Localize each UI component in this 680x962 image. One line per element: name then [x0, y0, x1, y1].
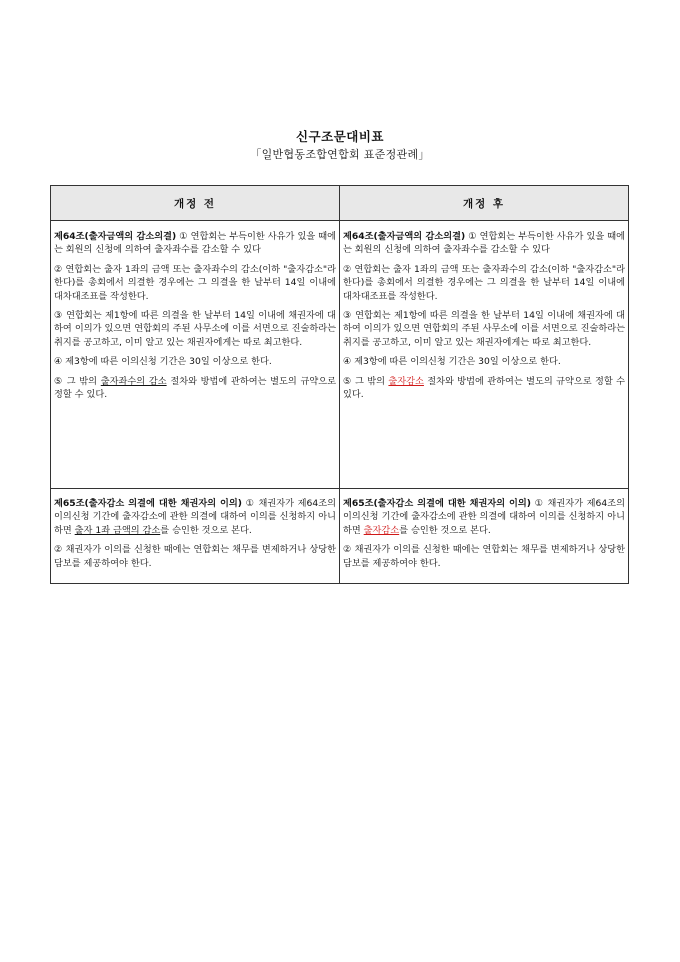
- underlined-text: 출자좌수의 감소: [100, 375, 167, 387]
- paragraph: ② 채권자가 이의를 신청한 때에는 연합회는 채무를 변제하거나 상당한 담보를 제공하여야 한다.: [343, 544, 625, 569]
- cell-before-article-65: [51, 489, 340, 584]
- table-row: [51, 221, 629, 489]
- header-before: 개정 전: [51, 186, 340, 221]
- article-heading: 제65조(출자감소 의결에 대한 채권자의 이의): [54, 498, 243, 509]
- article-heading: 제64조(출자금액의 감소의결): [54, 231, 177, 242]
- article-heading: 제65조(출자감소 의결에 대한 채권자의 이의): [343, 498, 532, 509]
- page-title: 신구조문대비표: [295, 129, 385, 144]
- paragraph-text: 절차와 방법에 관하여는 별도의 규약으로 정할 수 있다.: [54, 375, 337, 401]
- table-row: [51, 489, 629, 584]
- paragraph-text: ① 채권자가 제64조의 이의신청 기간에 출자감소에 관한 의결에 대하여 이의를 신청하지 아니하면: [343, 498, 625, 536]
- paragraph: [343, 375, 625, 402]
- paragraph: [343, 230, 625, 257]
- cell-before-article-64: [51, 221, 340, 489]
- table-header-row: [51, 186, 629, 221]
- article-heading: 제64조(출자금액의 감소의결): [343, 231, 466, 242]
- paragraph-text: ⑤ 그 밖의: [54, 375, 101, 387]
- paragraph: ④ 제3항에 따른 이의신청 기간은 30일 이상으로 한다.: [54, 356, 272, 368]
- paragraph-text: ⑤ 그 밖의: [343, 375, 389, 387]
- paragraph-text: 를 승인한 것으로 본다.: [399, 524, 491, 536]
- paragraph: [54, 497, 336, 537]
- paragraph: [54, 230, 336, 257]
- cell-after-article-65: [340, 489, 629, 584]
- underlined-text: 출자 1좌 금액의 감소: [74, 524, 161, 536]
- revised-text: 출자감소: [363, 524, 400, 536]
- page-subtitle: 「일반협동조합연합회 표준정관례」: [250, 148, 430, 161]
- header-after: 개정 후: [340, 186, 629, 221]
- paragraph-text: ① 연합회는 부득이한 사유가 있을 때에는 회원의 신청에 의하여 출자좌수를 감소할 수 있다: [54, 231, 336, 256]
- paragraph-text: ① 채권자가 제64조의 이의신청 기간에 출자감소에 관한 의결에 대하여 이의를 신청하지 아니하면: [54, 498, 336, 536]
- comparison-table: [50, 185, 629, 584]
- paragraph-text: 절차와 방법에 관하여는 별도의 규약으로 정할 수 있다.: [343, 375, 626, 401]
- paragraph: ② 연합회는 출자 1좌의 금액 또는 출자좌수의 감소(이하 "출자감소"라 한다)를 총회에서 의결한 경우에는 그 의결을 한 날부터 14일 이내에 대차대조표를 작성한다.: [343, 263, 625, 302]
- paragraph: ④ 제3항에 따른 이의신청 기간은 30일 이상으로 한다.: [343, 356, 561, 368]
- cell-after-article-64: [340, 221, 629, 489]
- paragraph: ② 연합회는 출자 1좌의 금액 또는 출자좌수의 감소(이하 "출자감소"라 한다)를 총회에서 의결한 경우에는 그 의결을 한 날부터 14일 이내에 대차대조표를 작성한다.: [54, 263, 336, 302]
- paragraph: ③ 연합회는 제1항에 따른 의결을 한 날부터 14일 이내에 채권자에 대하여 이의가 있으면 연합회의 주된 사무소에 이를 서면으로 진술하라는 취지를 공고하고, 이미 알고 있는 채권자에게는 따로 최고한다.: [343, 310, 625, 348]
- revised-text: 출자감소: [388, 375, 424, 387]
- paragraph-text: ① 연합회는 부득이한 사유가 있을 때에는 회원의 신청에 의하여 출자좌수를 감소할 수 있다: [343, 231, 625, 256]
- paragraph-text: 를 승인한 것으로 본다.: [160, 524, 252, 536]
- paragraph: [54, 375, 336, 402]
- paragraph: ② 채권자가 이의를 신청한 때에는 연합회는 채무를 변제하거나 상당한 담보를 제공하여야 한다.: [54, 544, 336, 569]
- paragraph: ③ 연합회는 제1항에 따른 의결을 한 날부터 14일 이내에 채권자에 대하여 이의가 있으면 연합회의 주된 사무소에 이를 서면으로 진술하라는 취지를 공고하고, 이미 알고 있는 채권자에게는 따로 최고한다.: [54, 310, 336, 348]
- paragraph: [343, 497, 625, 537]
